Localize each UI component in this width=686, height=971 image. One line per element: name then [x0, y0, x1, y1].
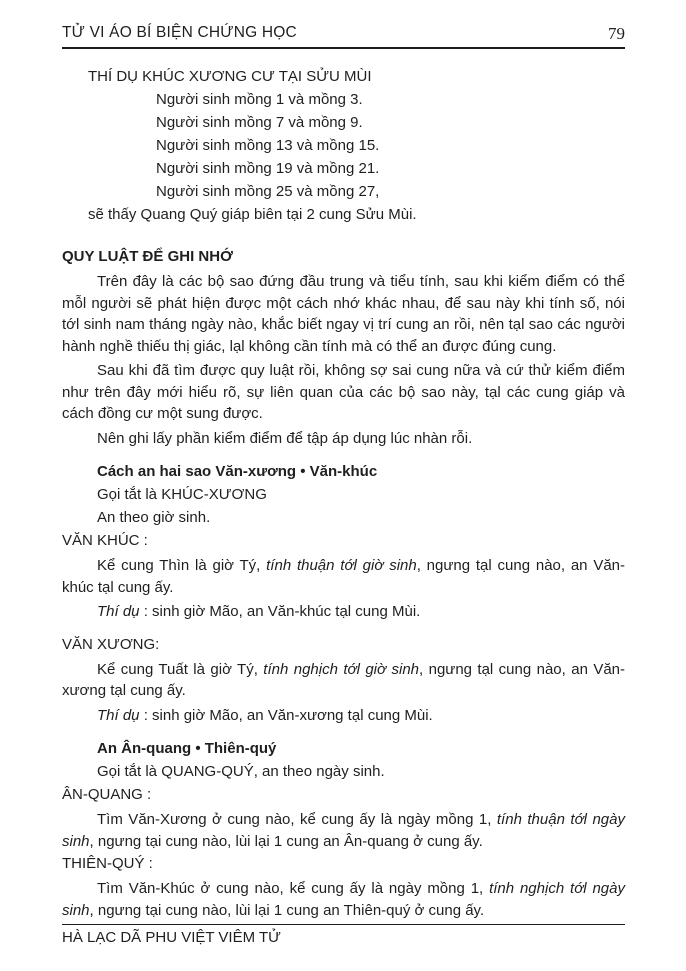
- text-segment: Kể cung Tuất là giờ Tý,: [97, 660, 264, 678]
- text-segment: Người sinh mồng 13 và mồng 15.: [156, 137, 380, 154]
- italic-segment: tính thuận tớl giờ sinh: [266, 557, 417, 574]
- text-segment: Người sinh mồng 7 và mồng 9.: [156, 114, 363, 131]
- line-an-theo-gio-sinh: [97, 506, 625, 529]
- text-segment: VĂN KHÚC :: [62, 532, 148, 549]
- label-van-xuong: [62, 633, 625, 656]
- italic-segment: tính nghịch tớl giờ sinh: [263, 660, 420, 678]
- text-segment: Gọi tắt là QUANG-QUÝ, an theo ngày sinh.: [97, 763, 385, 780]
- footer-author: HÀ LẠC DÃ PHU VIỆT VIÊM TỬ: [62, 929, 281, 946]
- text-segment: , ngưng tại cung nào, lùi lại 1 cung an Ân-quang ở cung ấy.: [89, 832, 483, 850]
- text-segment: An theo giờ sinh.: [97, 509, 211, 526]
- label-van-khuc: [62, 529, 625, 552]
- text-segment: Sau khi đã tìm được quy luật rồi, không sợ sai cung nữa và cứ thử kiểm điểm như trên đây mới hiểu rõ, sự liên quan của các bộ sao này, tạl các cung giáp và cách đồng cư một sung được.: [62, 362, 625, 422]
- text-segment: Kể cung Thìn là giờ Tý,: [97, 557, 267, 574]
- text-segment: : sinh giờ Mão, an Văn-khúc tạl cung Mùi.: [139, 603, 421, 620]
- example-item-2: [156, 111, 625, 134]
- italic-segment: Thí dụ: [97, 603, 140, 620]
- text-segment: , ngưng tại cung nào, lùi lại 1 cung an Thiên-quý ở cung ấy.: [89, 901, 485, 919]
- page-body: [62, 65, 625, 921]
- italic-segment: tính thuận tớl ngày sinh: [62, 811, 625, 850]
- running-title: TỬ VI ÁO BÍ BIỆN CHỨNG HỌC: [62, 24, 297, 41]
- paragraph-quy-luat-3: [62, 428, 625, 450]
- example-item-3: [156, 134, 625, 157]
- text-segment: QUY LUẬT ĐỂ GHI NHỚ: [62, 248, 233, 265]
- text-segment: Người sinh mồng 25 và mồng 27,: [156, 183, 380, 200]
- example-item-1: [156, 88, 625, 111]
- text-segment: : sinh giờ Mão, an Văn-xương tạl cung Mùi.: [139, 706, 433, 724]
- example-thi-du-van-khuc: [97, 601, 625, 623]
- paragraph-thien-quy: [62, 878, 625, 921]
- text-segment: VĂN XƯƠNG:: [62, 635, 160, 653]
- text-segment: Gọi tắt là KHÚC-XƯƠNG: [97, 486, 267, 503]
- line-goi-tat-khuc-xuong: [97, 483, 625, 506]
- text-segment: Người sinh mồng 19 và mồng 21.: [156, 160, 380, 177]
- label-an-quang: [62, 783, 625, 806]
- example-thi-du-van-xuong: [97, 705, 625, 727]
- example-result: [88, 203, 625, 226]
- text-segment: Tìm Văn-Khúc ở cung nào, kể cung ấy là ngày mồng 1,: [97, 880, 490, 897]
- line-goi-tat-quang-quy: [97, 760, 625, 783]
- text-segment: Tìm Văn-Xương ở cung nào, kể cung ấy là ngày mồng 1,: [97, 811, 497, 828]
- example-item-4: [156, 157, 625, 180]
- paragraph-van-xuong: [62, 659, 625, 702]
- heading-quy-luat-de-ghi-nho: [62, 245, 625, 268]
- paragraph-an-quang: [62, 809, 625, 852]
- italic-segment: tính nghịch tớl ngày sinh: [62, 880, 625, 919]
- label-thien-quy: [62, 852, 625, 875]
- example-title-khuc-xuong: [88, 65, 625, 88]
- subheading-van-xuong-van-khuc: [97, 460, 625, 483]
- paragraph-quy-luat-1: [62, 271, 625, 357]
- text-segment: THÍ DỤ KHÚC XƯƠNG CƯ TẠI SỬU MÙI: [88, 68, 372, 85]
- text-segment: THIÊN-QUÝ :: [62, 855, 153, 872]
- example-item-5: [156, 180, 625, 203]
- text-segment: ÂN-QUANG :: [62, 786, 152, 803]
- text-segment: Cách an hai sao Văn-xương • Văn-khúc: [97, 463, 378, 480]
- italic-segment: Thí dụ: [97, 706, 140, 724]
- subheading-an-quang-thien-quy: [97, 737, 625, 760]
- text-segment: Nên ghi lấy phần kiểm điểm để tập áp dụng lúc nhàn rỗi.: [97, 429, 473, 447]
- page-number: 79: [608, 24, 625, 43]
- text-segment: sẽ thấy Quang Quý giáp biên tại 2 cung Sửu Mùi.: [88, 206, 417, 223]
- text-segment: Trên đây là các bộ sao đứng đầu trung và tiểu tính, sau khi kiểm điểm có thể mỗl người sẽ phát hiện được một cách nhớ khác nhau, để sau này khi tính số, nói tớl sinh nam tháng ngày nào, khắc biết ngay vị trí cung an rồi, nên tạl sao các người hành nghề thiếu thị giác, lạl không cần tính mà có thể an được đúng cung.: [62, 273, 625, 355]
- text-segment: Người sinh mồng 1 và mồng 3.: [156, 91, 363, 108]
- text-segment: An Ân-quang • Thiên-quý: [97, 740, 277, 757]
- text-segment: , ngưng tạl cung nào, an Văn-xương tạl cung ấy.: [62, 660, 626, 699]
- paragraph-quy-luat-2: [62, 360, 625, 425]
- page-footer: [62, 924, 625, 946]
- text-segment: , ngưng tạl cung nào, an Văn-khúc tạl cung ấy.: [62, 557, 626, 596]
- page-header: [62, 24, 625, 49]
- paragraph-van-khuc: [62, 555, 625, 598]
